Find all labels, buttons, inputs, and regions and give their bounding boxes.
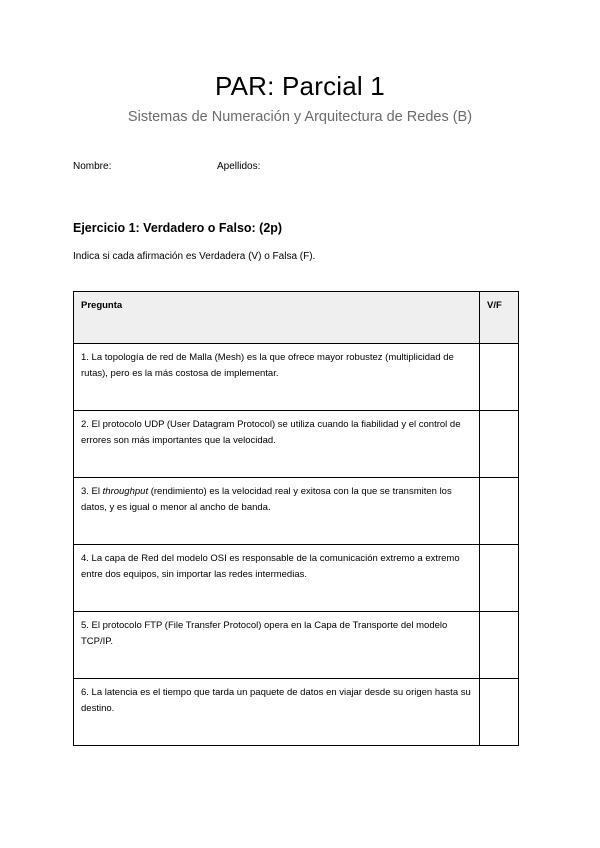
table-row bbox=[74, 679, 519, 746]
answer-cell[interactable] bbox=[480, 545, 519, 612]
question-cell bbox=[74, 545, 480, 612]
page-title: PAR: Parcial 1 bbox=[215, 71, 385, 101]
true-false-table bbox=[73, 291, 519, 746]
question-text: 5. El protocolo FTP (File Transfer Protocol) opera en la Capa de Transporte del modelo TCP/IP. bbox=[81, 620, 448, 647]
table-header-row bbox=[74, 292, 519, 344]
answer-value bbox=[480, 679, 518, 685]
answer-cell[interactable] bbox=[480, 679, 519, 746]
question-text: 2. El protocolo UDP (User Datagram Protocol) se utiliza cuando la fiabilidad y el control de errores son más importantes que la velocidad. bbox=[81, 419, 461, 446]
answer-cell[interactable] bbox=[480, 478, 519, 545]
question-text-start: 3. El bbox=[81, 486, 103, 497]
question-cell bbox=[74, 679, 480, 746]
question-column-header: Pregunta bbox=[74, 292, 480, 344]
answer-column-header: V/F bbox=[480, 292, 519, 344]
apellidos-label: Apellidos: bbox=[217, 161, 261, 172]
question-cell bbox=[74, 411, 480, 478]
answer-cell[interactable] bbox=[480, 344, 519, 411]
question-text: 4. La capa de Red del modelo OSI es responsable de la comunicación extremo a extremo entre dos equipos, sin importar las redes intermedias. bbox=[81, 553, 460, 580]
question-cell bbox=[74, 344, 480, 411]
table-row bbox=[74, 545, 519, 612]
answer-cell[interactable] bbox=[480, 612, 519, 679]
table-row bbox=[74, 344, 519, 411]
answer-value bbox=[480, 344, 518, 350]
answer-cell[interactable] bbox=[480, 411, 519, 478]
table-row bbox=[74, 612, 519, 679]
exercise-title: Ejercicio 1: Verdadero o Falso: (2p) bbox=[73, 221, 283, 235]
question-text: 6. La latencia es el tiempo que tarda un paquete de datos en viajar desde su origen hasta su destino. bbox=[81, 687, 471, 714]
table-row bbox=[74, 478, 519, 545]
answer-value bbox=[480, 478, 518, 484]
answer-value bbox=[480, 545, 518, 551]
question-cell bbox=[74, 478, 480, 545]
table-row bbox=[74, 411, 519, 478]
question-text: 1. La topología de red de Malla (Mesh) es la que ofrece mayor robustez (multiplicidad de rutas), pero es la más costosa de implementar. bbox=[81, 352, 454, 379]
question-text-emphasis: throughput bbox=[102, 486, 149, 497]
question-cell bbox=[74, 612, 480, 679]
answer-value bbox=[480, 411, 518, 417]
nombre-label: Nombre: bbox=[73, 161, 112, 172]
question-text-end: (rendimiento) es la velocidad real y exitosa con la que se transmiten los datos, y es igual o menor al ancho de banda. bbox=[81, 486, 452, 513]
page-subtitle: Sistemas de Numeración y Arquitectura de Redes (B) bbox=[127, 109, 473, 125]
exercise-instruction: Indica si cada afirmación es Verdadera (V) o Falsa (F). bbox=[73, 251, 316, 262]
question-text bbox=[74, 478, 479, 516]
answer-value bbox=[480, 612, 518, 618]
